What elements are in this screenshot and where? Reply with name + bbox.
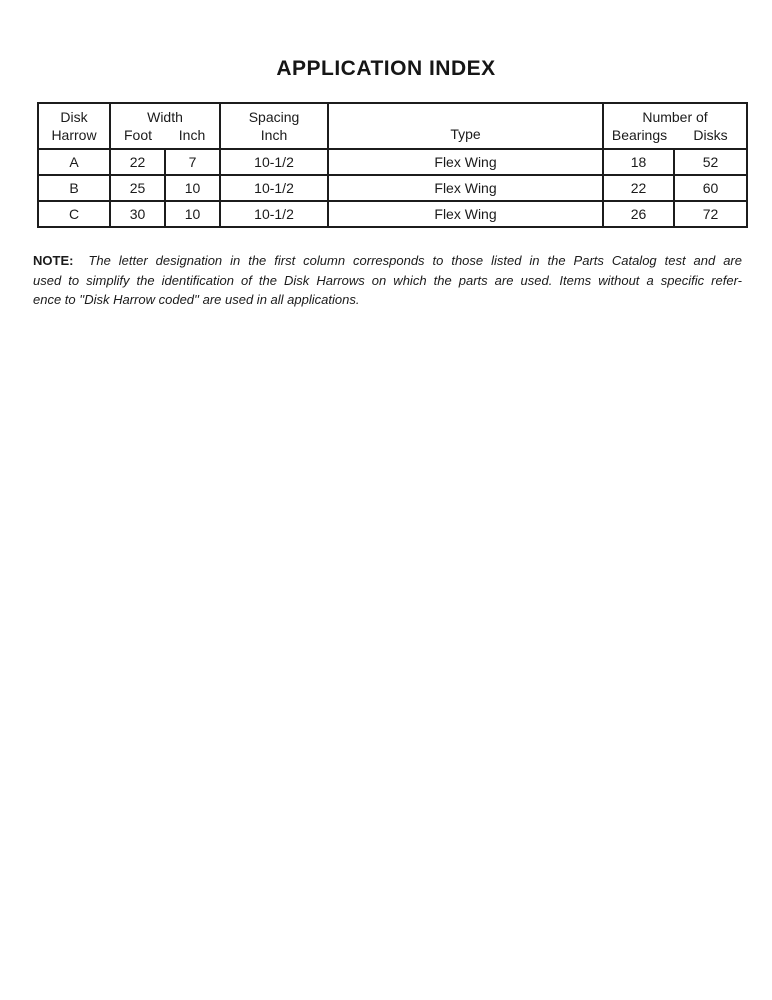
cell-harrow: C <box>38 201 110 227</box>
cell-spacing: 10-1/2 <box>220 175 328 201</box>
note-line-3: ence to ''Disk Harrow coded'' are used in all applications. <box>33 292 360 307</box>
table-header-row <box>38 103 747 149</box>
cell-spacing: 10-1/2 <box>220 201 328 227</box>
note-line-1-text: The letter designation in the first column corresponds to those listed in the Parts Catalog test and are <box>88 253 742 268</box>
cell-foot: 30 <box>110 201 165 227</box>
col-header-spacing <box>220 103 328 149</box>
cell-type: Flex Wing <box>328 175 603 201</box>
cell-bearings: 18 <box>603 149 674 175</box>
header-width-label: Width <box>147 109 183 125</box>
header-foot-label: Foot <box>124 127 153 143</box>
cell-disks: 72 <box>674 201 747 227</box>
cell-disks: 52 <box>674 149 747 175</box>
header-number-of-label: Number of <box>642 109 708 125</box>
header-disks-label: Disks <box>693 127 728 143</box>
cell-foot: 25 <box>110 175 165 201</box>
cell-spacing: 10-1/2 <box>220 149 328 175</box>
cell-inch: 10 <box>165 201 220 227</box>
header-type-label: Type <box>450 126 481 142</box>
cell-type: Flex Wing <box>328 149 603 175</box>
cell-bearings: 22 <box>603 175 674 201</box>
cell-harrow: B <box>38 175 110 201</box>
cell-bearings: 26 <box>603 201 674 227</box>
cell-type: Flex Wing <box>328 201 603 227</box>
header-inch-label: Inch <box>178 127 206 143</box>
note-label: NOTE: <box>33 253 74 268</box>
table-row <box>38 201 747 227</box>
cell-foot: 22 <box>110 149 165 175</box>
page-title: APPLICATION INDEX <box>276 57 496 80</box>
note-line-2: used to simplify the identification of the Disk Harrows on which the parts are used. Items without a specific refer- <box>33 272 742 288</box>
cell-inch: 7 <box>165 149 220 175</box>
application-index-table <box>37 102 748 228</box>
cell-inch: 10 <box>165 175 220 201</box>
header-disk-line2: Harrow <box>51 127 97 143</box>
cell-harrow: A <box>38 149 110 175</box>
cell-disks: 60 <box>674 175 747 201</box>
header-disk-line1: Disk <box>60 109 88 125</box>
col-header-disk-harrow <box>38 103 110 149</box>
col-header-number-of <box>603 103 747 149</box>
header-bearings-label: Bearings <box>611 127 668 143</box>
header-spacing-line2: Inch <box>260 127 288 143</box>
note-paragraph <box>33 251 742 310</box>
table-row <box>38 149 747 175</box>
col-header-type <box>328 103 603 149</box>
table-row <box>38 175 747 201</box>
note-line-1 <box>33 251 742 271</box>
col-header-width <box>110 103 220 149</box>
header-spacing-line1: Spacing <box>248 109 300 125</box>
